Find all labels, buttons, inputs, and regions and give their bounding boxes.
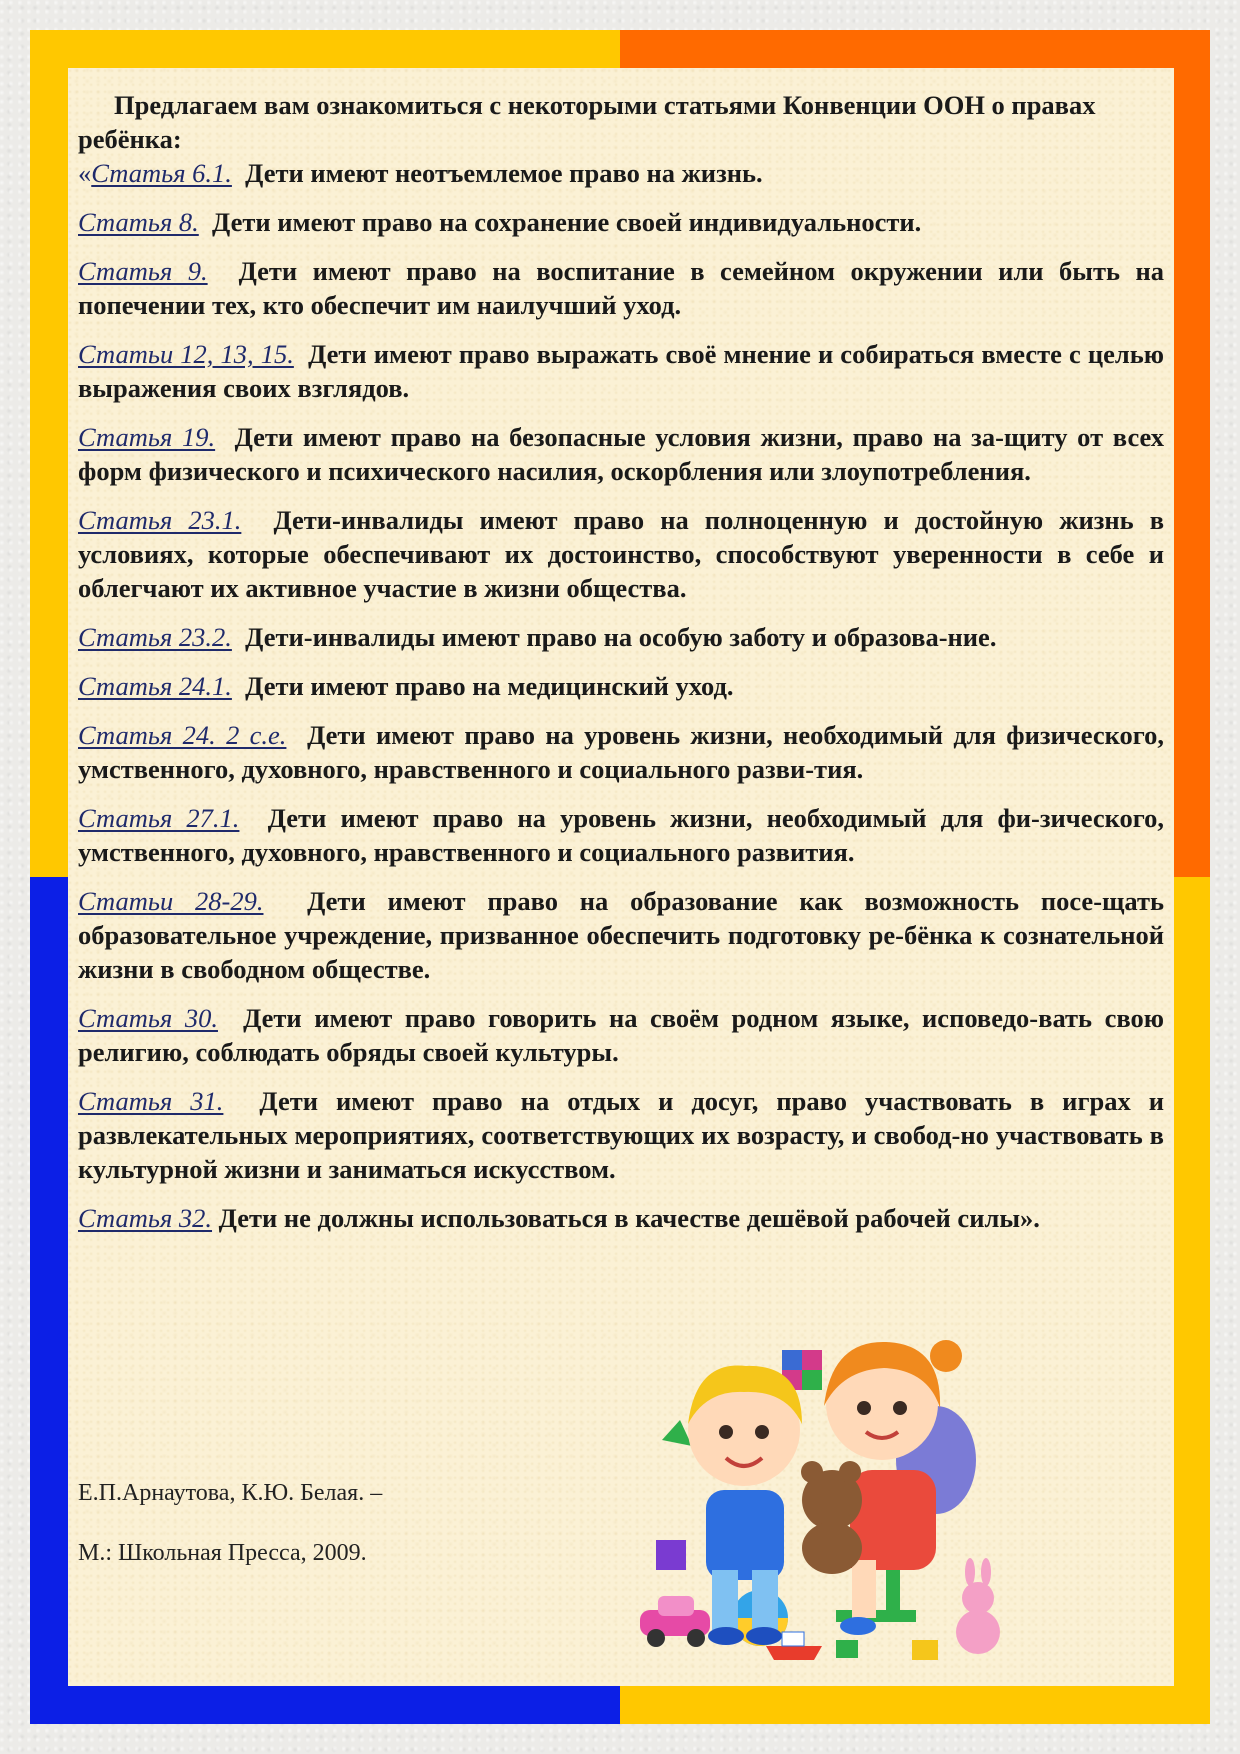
article-ref[interactable]: Статья 23.1. bbox=[78, 505, 242, 535]
article-text: Дети имеют право на безопасные условия жизни, право на за-щиту от всех форм физического и психического насилия, оскорбления или злоупотребления. bbox=[78, 422, 1165, 486]
article-item bbox=[78, 205, 1164, 239]
article-item bbox=[78, 1201, 1164, 1235]
article-item bbox=[78, 254, 1164, 322]
article-ref[interactable]: Статья 30. bbox=[78, 1003, 218, 1033]
bunny-toy-icon bbox=[956, 1558, 1000, 1654]
frame-right-orange bbox=[1172, 30, 1210, 877]
article-item bbox=[78, 1001, 1164, 1069]
article-text: Дети не должны использоваться в качестве дешёвой рабочей силы». bbox=[218, 1203, 1040, 1233]
children-playing-illustration bbox=[636, 1320, 1016, 1666]
toy-car-icon bbox=[640, 1596, 710, 1647]
article-item bbox=[78, 420, 1164, 488]
article-text: Дети имеют право на отдых и досуг, право участвовать в играх и развлекательных мероприятиях, соответствующих их возрасту, и свобод-но участвовать в культурной жизни и заниматься искусством. bbox=[78, 1086, 1164, 1184]
article-ref[interactable]: Статья 23.2. bbox=[78, 622, 232, 652]
article-item bbox=[78, 1084, 1164, 1186]
frame-left-yellow bbox=[30, 30, 68, 877]
frame-left-blue bbox=[30, 877, 68, 1724]
frame-bottom-left-blue bbox=[30, 1686, 620, 1724]
article-ref[interactable]: Статья 32. bbox=[78, 1203, 213, 1233]
frame-right-yellow bbox=[1172, 877, 1210, 1724]
article-item bbox=[78, 337, 1164, 405]
article-text: Дети имеют право на образование как возможность посе-щать образовательное учреждение, призванное обеспечить подготовку ре-бёнка к сознательной жизни в свободном обществе. bbox=[78, 886, 1164, 984]
article-ref[interactable]: Статьи 28-29. bbox=[78, 886, 264, 916]
frame-top-right-orange bbox=[620, 30, 1210, 68]
article-text: Дети имеют право на уровень жизни, необходимый для физического, умственного, духовного, нравственного и социального разви-тия. bbox=[78, 720, 1164, 784]
article-item bbox=[78, 503, 1164, 605]
article-ref[interactable]: Статья 27.1. bbox=[78, 803, 240, 833]
article-ref[interactable]: Статья 19. bbox=[78, 422, 216, 452]
article-item bbox=[78, 620, 1164, 654]
article-text: Дети имеют право на медицинский уход. bbox=[245, 671, 734, 701]
article-item bbox=[78, 669, 1164, 703]
article-text: Дети имеют неотъемлемое право на жизнь. bbox=[245, 158, 763, 188]
intro-text: Предлагаем вам ознакомиться с некоторыми статьями Конвенции ООН о правах ребёнка: bbox=[78, 90, 1096, 154]
frame-bottom-right-yellow bbox=[620, 1686, 1210, 1724]
article-text: Дети имеют право на уровень жизни, необходимый для фи-зического, умственного, духовного, нравственного и социального развития. bbox=[78, 803, 1164, 867]
article-ref[interactable]: Статья 31. bbox=[78, 1086, 224, 1116]
article-text: Дети имеют право на сохранение своей индивидуальности. bbox=[212, 207, 922, 237]
article-ref[interactable]: Статья 24.1. bbox=[78, 671, 232, 701]
article-ref[interactable]: Статья 24. 2 с.е. bbox=[78, 720, 287, 750]
article-item bbox=[78, 156, 1164, 190]
frame-top-left-yellow bbox=[30, 30, 620, 68]
article-text: Дети имеют право на воспитание в семейном окружении или быть на попечении тех, кто обеспечит им наилучший уход. bbox=[78, 256, 1165, 320]
article-item bbox=[78, 884, 1164, 986]
article-text: Дети-инвалиды имеют право на особую заботу и образова-ние. bbox=[245, 622, 997, 652]
article-ref[interactable]: Статья 6.1. bbox=[91, 158, 232, 188]
teddy-bear-icon bbox=[801, 1461, 862, 1574]
article-item bbox=[78, 718, 1164, 786]
article-text: Дети-инвалиды имеют право на полноценную и достойную жизнь в условиях, которые обеспечивают их достоинство, способствуют уверенности в себе и облегчают их активное участие в жизни общества. bbox=[78, 505, 1165, 603]
article-text: Дети имеют право выражать своё мнение и собираться вместе с целью выражения своих взглядов. bbox=[78, 339, 1165, 403]
citation-publisher: М.: Школьная Пресса, 2009. bbox=[78, 1540, 367, 1566]
article-item bbox=[78, 801, 1164, 869]
open-quote: « bbox=[78, 158, 92, 188]
article-ref[interactable]: Статьи 12, 13, 15. bbox=[78, 339, 294, 369]
citation-authors: Е.П.Арнаутова, К.Ю. Белая. – bbox=[78, 1480, 383, 1506]
article-ref[interactable]: Статья 8. bbox=[78, 207, 199, 237]
article-ref[interactable]: Статья 9. bbox=[78, 256, 208, 286]
article-list bbox=[78, 88, 1164, 1250]
article-text: Дети имеют право говорить на своём родном языке, исповедо-вать свою религию, соблюдать обряды своей культуры. bbox=[78, 1003, 1164, 1067]
